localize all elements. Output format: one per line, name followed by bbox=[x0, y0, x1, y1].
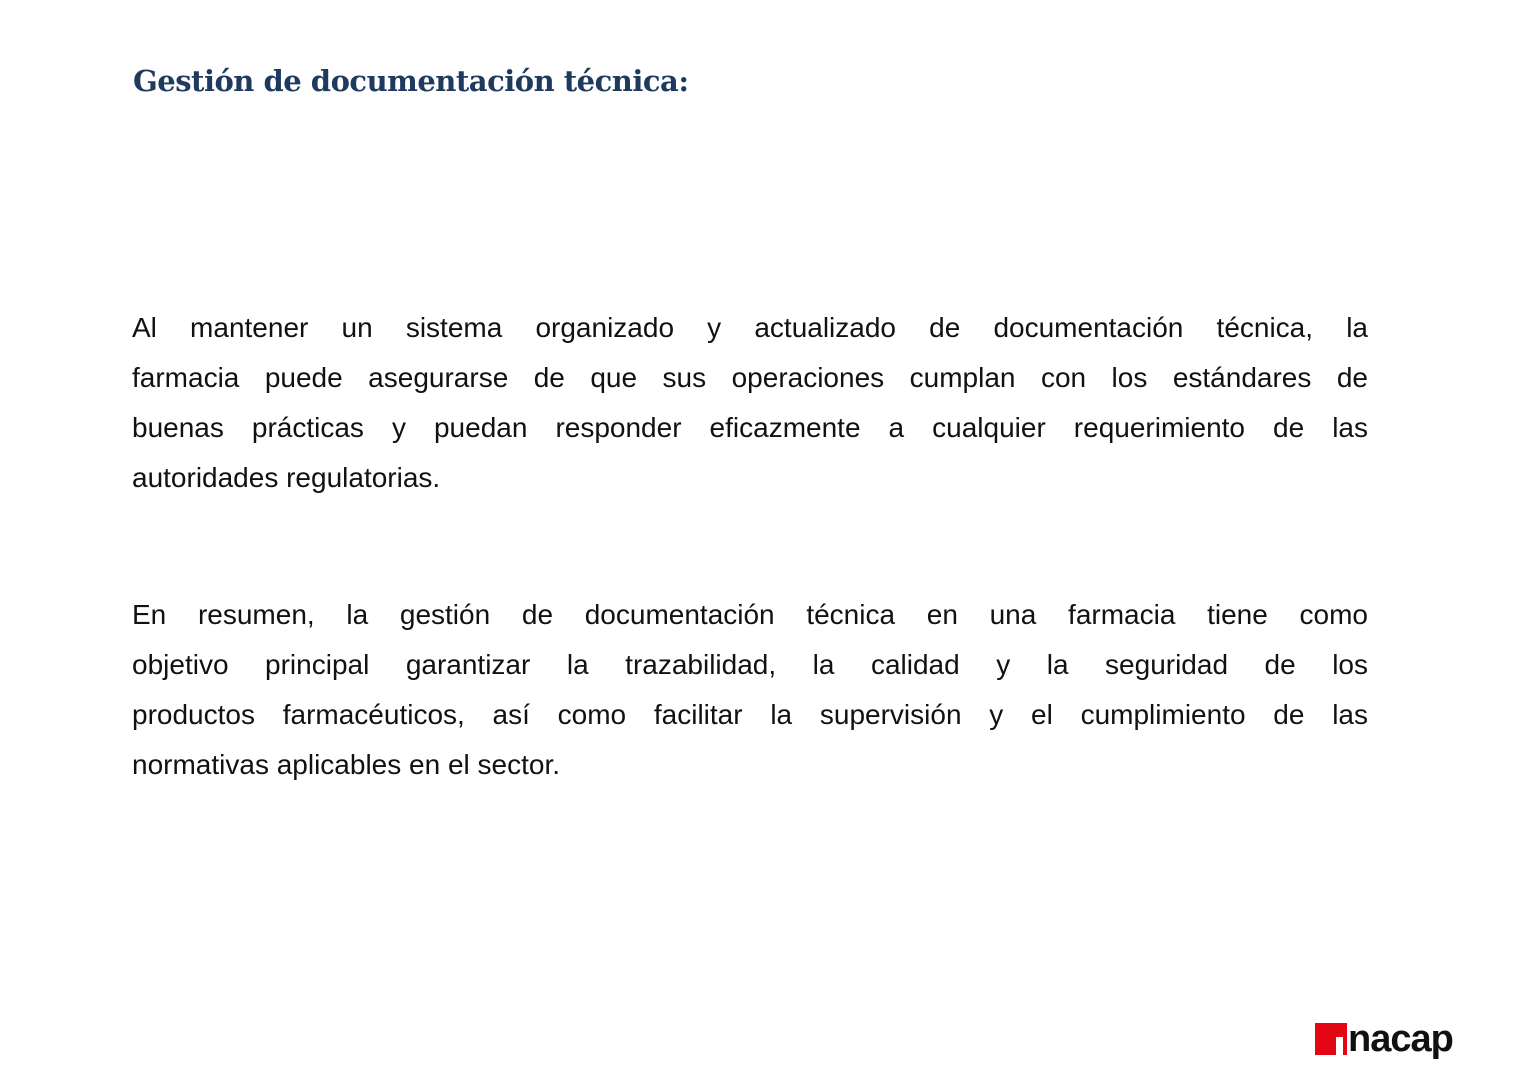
text-line: objetivo principal garantizar la trazabilidad, la calidad y la seguridad de los bbox=[132, 649, 1368, 680]
logo-mark-icon bbox=[1315, 1023, 1347, 1055]
paragraph-summary bbox=[132, 590, 1368, 790]
text-line: En resumen, la gestión de documentación técnica en una farmacia tiene como bbox=[132, 599, 1368, 630]
text-line: buenas prácticas y puedan responder eficazmente a cualquier requerimiento de las bbox=[132, 412, 1368, 443]
text-line: autoridades regulatorias. bbox=[132, 462, 441, 493]
inacap-logo bbox=[1315, 1018, 1453, 1060]
text-line: normativas aplicables en el sector. bbox=[132, 749, 560, 780]
logo-wordmark: nacap bbox=[1348, 1018, 1453, 1060]
paragraph-documentation-system bbox=[132, 303, 1368, 503]
text-line: Al mantener un sistema organizado y actualizado de documentación técnica, la bbox=[132, 312, 1368, 343]
section-heading: Gestión de documentación técnica: bbox=[133, 64, 689, 98]
text-line: farmacia puede asegurarse de que sus operaciones cumplan con los estándares de bbox=[132, 362, 1368, 393]
text-line: productos farmacéuticos, así como facilitar la supervisión y el cumplimiento de las bbox=[132, 699, 1368, 730]
